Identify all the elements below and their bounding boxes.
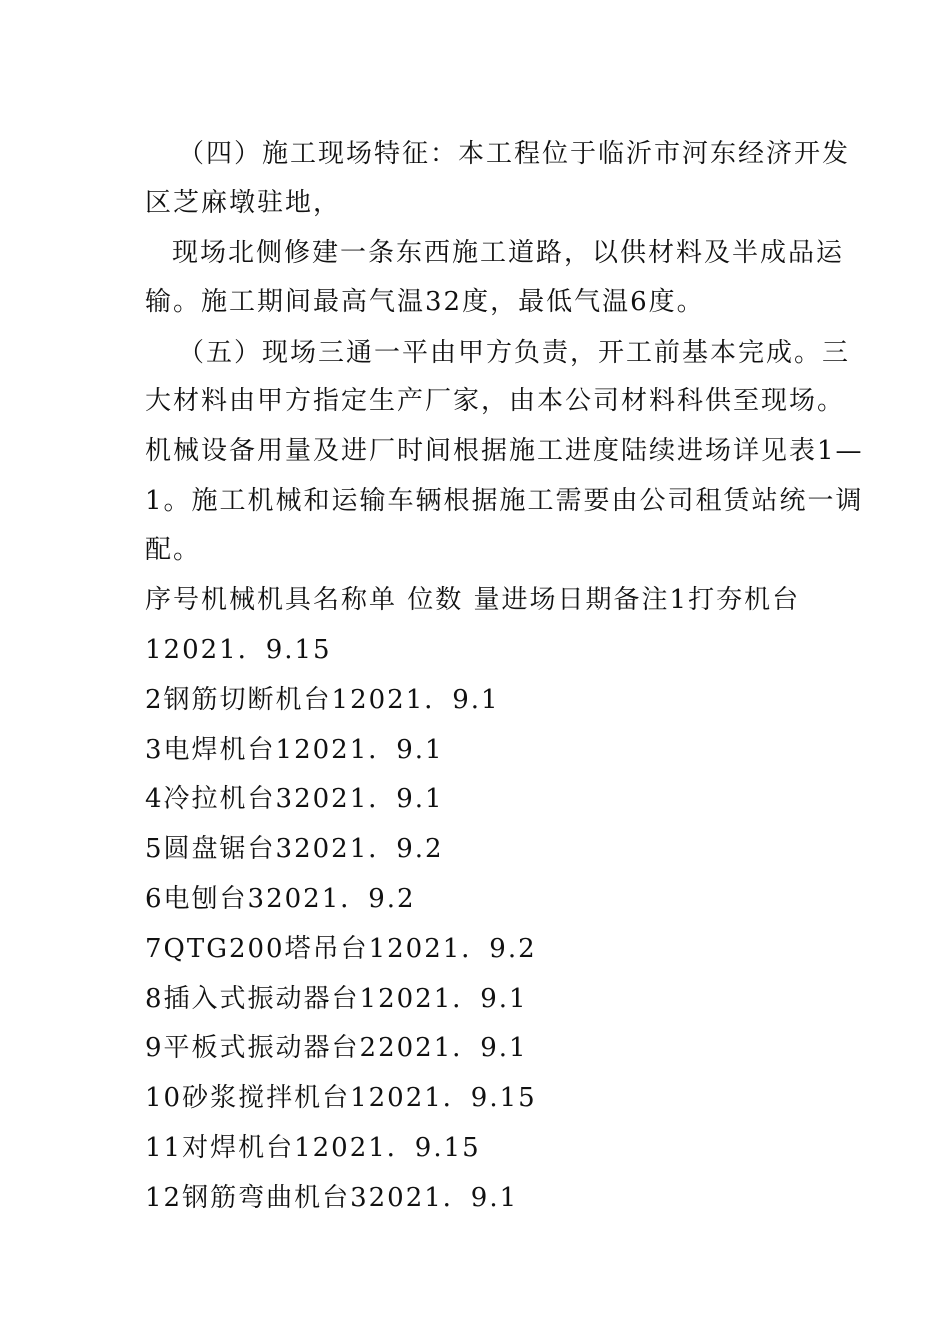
table-row: 7QTG200塔吊台12021．9.2 (145, 934, 537, 964)
table-row: 8插入式振动器台12021．9.1 (145, 984, 528, 1014)
table-row: 12钢筋弯曲机台32021．9.1 (145, 1183, 519, 1213)
table-row: 5圆盘锯台32021．9.2 (145, 834, 444, 864)
paragraph-5-line-2: 大材料由甲方指定生产厂家，由本公司材料科供至现场。 (145, 386, 846, 416)
paragraph-4-line-1: （四）施工现场特征：本工程位于临沂市河东经济开发 (178, 139, 851, 169)
table-row: 11对焊机台12021．9.15 (145, 1133, 481, 1163)
paragraph-5-line-3: 机械设备用量及进厂时间根据施工进度陆续进场详见表1— (145, 436, 864, 466)
table-header-line-1: 序号机械机具名称单 位数 量进场日期备注1打夯机台 (145, 585, 801, 615)
paragraph-5-line-1: （五）现场三通一平由甲方负责，开工前基本完成。三 (178, 338, 851, 368)
table-row: 6电刨台32021．9.2 (145, 884, 416, 914)
table-row: 9平板式振动器台22021．9.1 (145, 1033, 528, 1063)
table-row: 10砂浆搅拌机台12021．9.15 (145, 1083, 537, 1113)
table-header-line-2: 12021．9.15 (145, 635, 332, 665)
table-row: 4冷拉机台32021．9.1 (145, 784, 444, 814)
table-row: 2钢筋切断机台12021．9.1 (145, 685, 500, 715)
paragraph-north-line-1: 现场北侧修建一条东西施工道路，以供材料及半成品运 (172, 238, 845, 268)
table-row: 3电焊机台12021．9.1 (145, 735, 444, 765)
paragraph-north-line-2: 输。施工期间最高气温32度，最低气温6度。 (145, 287, 705, 317)
paragraph-4-line-2: 区芝麻墩驻地， (145, 188, 342, 218)
paragraph-5-line-5: 配。 (145, 535, 202, 565)
paragraph-5-line-4: 1。施工机械和运输车辆根据施工需要由公司租赁站统一调 (145, 486, 864, 516)
